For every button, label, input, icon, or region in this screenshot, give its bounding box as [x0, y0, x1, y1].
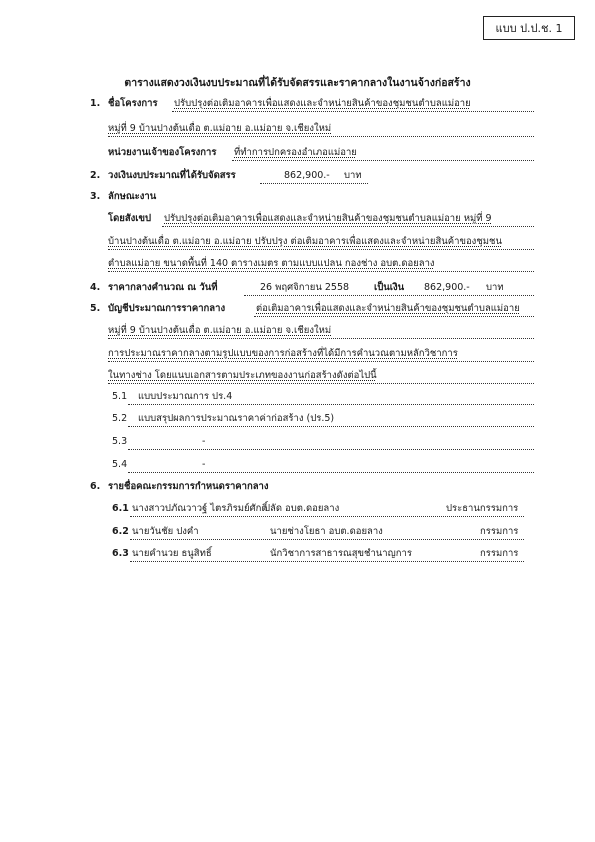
attachment-5-1-text: แบบประมาณการ ปร.4	[138, 391, 233, 402]
dotted-rule	[108, 338, 534, 339]
pricing-line3: การประมาณราคากลางตามรูปแบบของการก่อสร้างที่ได้มีการคำนวณตามหลักวิชาการ	[108, 348, 458, 359]
section-4-number: 4.	[90, 282, 101, 293]
section-1-label: ชื่อโครงการ	[108, 98, 158, 109]
section-2-number: 2.	[90, 170, 101, 181]
dotted-rule	[162, 226, 534, 227]
attachment-5-3-text: -	[202, 436, 206, 447]
scope-line3: ตำบลแม่อาย ขนาดพื้นที่ 140 ตารางเมตร ตามแบบแปลน กองช่าง อบต.ดอยลาง	[108, 258, 435, 269]
dotted-rule	[108, 361, 534, 362]
section-5-number: 5.	[90, 303, 101, 314]
dotted-rule	[232, 160, 534, 161]
dotted-rule	[108, 249, 534, 250]
dotted-rule	[130, 516, 524, 517]
member-1-role: ประธานกรรมการ	[446, 503, 519, 514]
member-1-name: นางสาวปภัณวาวฐ์ ไตรภิรมย์ศักดิ์	[132, 503, 268, 514]
dotted-rule	[108, 271, 534, 272]
section-1-number: 1.	[90, 98, 101, 109]
page-title: ตารางแสดงวงเงินงบประมาณที่ได้รับจัดสรรและราคากลางในงานจ้างก่อสร้าง	[124, 77, 471, 89]
attachment-5-2-text: แบบสรุปผลการประมาณราคาค่าก่อสร้าง (ปร.5)	[138, 413, 335, 424]
section-2-label: วงเงินงบประมาณที่ได้รับจัดสรร	[108, 170, 236, 181]
pricing-line4: ในทางช่าง โดยแนบเอกสารตามประเภทของงานก่อสร้างดังต่อไปนี้	[108, 370, 377, 381]
dotted-rule	[260, 183, 368, 184]
summary-label: โดยสังเขป	[108, 213, 152, 224]
project-name-line2: หมู่ที่ 9 บ้านปางต้นเดื่อ ต.แม่อาย อ.แม่อาย จ.เชียงใหม่	[108, 123, 332, 134]
dotted-rule	[108, 136, 534, 137]
section-6-number: 6.	[90, 481, 101, 492]
member-2-position: นายช่างโยธา อบต.ดอยลาง	[270, 526, 383, 537]
pricing-line2: หมู่ที่ 9 บ้านปางต้นเดื่อ ต.แม่อาย อ.แม่อาย จ.เชียงใหม่	[108, 325, 332, 336]
dotted-rule	[244, 295, 534, 296]
budget-unit: บาท	[344, 170, 362, 181]
member-1-position: ปลัด อบต.ดอยลาง	[264, 503, 340, 514]
agency-label: หน่วยงานเจ้าของโครงการ	[108, 147, 217, 158]
dotted-rule	[128, 449, 534, 450]
member-1-number: 6.1	[112, 503, 129, 514]
calc-unit: บาท	[486, 282, 504, 293]
agency-value: ที่ทำการปกครองอำเภอแม่อาย	[234, 147, 357, 158]
member-3-name: นายคำนวย ธนูสิทธิ์	[132, 548, 212, 559]
attachment-5-2-number: 5.2	[112, 413, 128, 424]
dotted-rule	[108, 383, 534, 384]
pricing-line1: ต่อเติมอาคารเพื่อแสดงและจำหน่ายสินค้าของชุมชนตำบลแม่อาย	[256, 303, 520, 314]
section-3-label: ลักษณะงาน	[108, 191, 157, 202]
attachment-5-1-number: 5.1	[112, 391, 128, 402]
budget-amount: 862,900.-	[284, 170, 330, 181]
calc-amount: 862,900.-	[424, 282, 470, 293]
section-4-label: ราคากลางคำนวณ ณ วันที่	[108, 282, 218, 293]
section-3-number: 3.	[90, 191, 101, 202]
project-name-line1: ปรับปรุงต่อเติมอาคารเพื่อแสดงและจำหน่ายสินค้าของชุมชนตำบลแม่อาย	[174, 98, 471, 109]
member-3-number: 6.3	[112, 548, 129, 559]
dotted-rule	[128, 426, 534, 427]
section-5-label: บัญชีประมาณการราคากลาง	[108, 303, 226, 314]
dotted-rule	[130, 561, 524, 562]
member-3-position: นักวิชาการสาธารณสุขชำนาญการ	[270, 548, 412, 559]
dotted-rule	[128, 404, 534, 405]
member-3-role: กรรมการ	[480, 548, 519, 559]
section-6-label: รายชื่อคณะกรรมการกำหนดราคากลาง	[108, 481, 269, 492]
dotted-rule	[128, 472, 534, 473]
attachment-5-4-number: 5.4	[112, 459, 128, 470]
scope-line2: บ้านปางต้นเดื่อ ต.แม่อาย อ.แม่อาย ปรับปรุง ต่อเติมอาคารเพื่อแสดงและจำหน่ายสินค้าของชุมชน	[108, 236, 502, 247]
member-2-name: นายวันชัย ปงคำ	[132, 526, 199, 537]
form-code-box: แบบ ป.ป.ช. 1	[483, 16, 575, 40]
scope-line1: ปรับปรุงต่อเติมอาคารเพื่อแสดงและจำหน่ายสินค้าของชุมชนตำบลแม่อาย หมู่ที่ 9	[164, 213, 492, 224]
dotted-rule	[130, 539, 524, 540]
dotted-rule	[254, 316, 534, 317]
member-2-number: 6.2	[112, 526, 129, 537]
dotted-rule	[172, 111, 534, 112]
member-2-role: กรรมการ	[480, 526, 519, 537]
attachment-5-3-number: 5.3	[112, 436, 128, 447]
calc-amount-label: เป็นเงิน	[374, 282, 405, 293]
calc-date: 26 พฤศจิกายน 2558	[260, 282, 350, 293]
attachment-5-4-text: -	[202, 459, 206, 470]
